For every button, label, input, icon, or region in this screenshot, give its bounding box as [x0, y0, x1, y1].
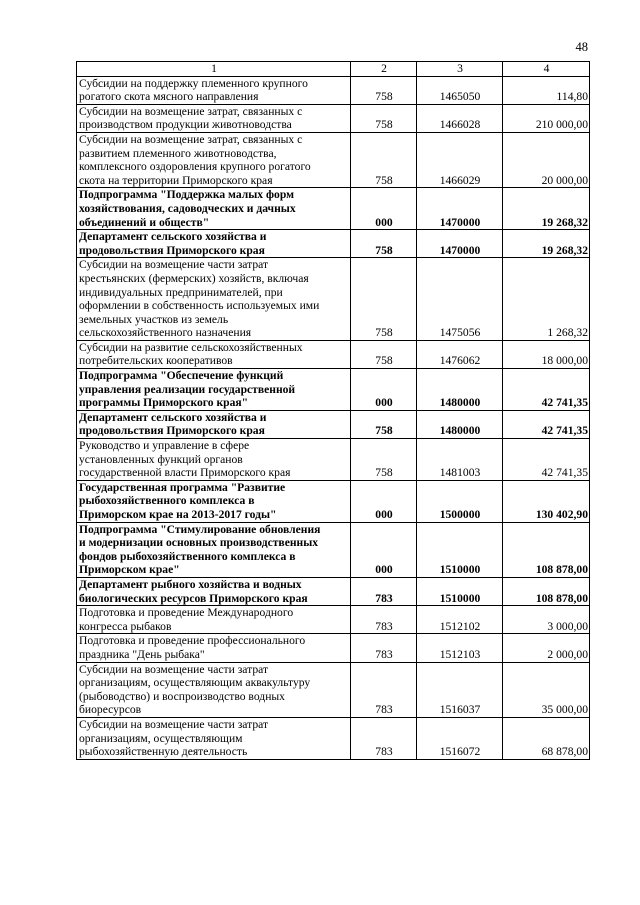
header-col-3: 3 [417, 62, 503, 77]
table-row [77, 188, 590, 230]
header-col-4: 4 [503, 62, 590, 77]
row-target-cell: 1480000 [417, 369, 503, 411]
row-name-cell: Субсидии на возмещение затрат, связанных с развитием племенного животноводства, комплексного оздоровления крупного рогатого скота на территории Приморского края [77, 132, 351, 187]
row-amount-cell: 42 741,35 [503, 369, 590, 411]
row-name-cell: Субсидии на возмещение затрат, связанных с производством продукции животноводства [77, 104, 351, 132]
row-name-cell: Департамент сельского хозяйства и продовольствия Приморского края [77, 410, 351, 438]
table-header-row [77, 62, 590, 77]
row-code-cell: 758 [351, 340, 417, 368]
row-amount-cell: 114,80 [503, 76, 590, 104]
row-code-cell: 758 [351, 258, 417, 341]
row-target-cell: 1476062 [417, 340, 503, 368]
row-code-cell: 758 [351, 439, 417, 481]
table-row [77, 76, 590, 104]
row-amount-cell: 68 878,00 [503, 717, 590, 759]
row-name-cell: Подпрограмма "Обеспечение функций управления реализации государственной программы Приморского края" [77, 369, 351, 411]
row-code-cell: 758 [351, 104, 417, 132]
row-target-cell: 1475056 [417, 258, 503, 341]
row-code-cell: 000 [351, 369, 417, 411]
row-amount-cell: 108 878,00 [503, 577, 590, 605]
row-amount-cell: 2 000,00 [503, 634, 590, 662]
row-name-cell: Субсидии на возмещение части затрат крестьянских (фермерских) хозяйств, включая индивидуальных предпринимателей, при оформлении в собственность используемых ими земельных участков из земель сельскохозяйственного назначения [77, 258, 351, 341]
table-row [77, 634, 590, 662]
row-code-cell: 000 [351, 188, 417, 230]
row-name-cell: Субсидии на развитие сельскохозяйственных потребительских кооперативов [77, 340, 351, 368]
row-amount-cell: 35 000,00 [503, 662, 590, 717]
row-target-cell: 1481003 [417, 439, 503, 481]
row-amount-cell: 18 000,00 [503, 340, 590, 368]
budget-table [76, 61, 590, 760]
row-amount-cell: 108 878,00 [503, 522, 590, 577]
table-row [77, 132, 590, 187]
row-name-cell: Подготовка и проведение Международного конгресса рыбаков [77, 606, 351, 634]
row-target-cell: 1465050 [417, 76, 503, 104]
row-code-cell: 758 [351, 132, 417, 187]
row-name-cell: Государственная программа "Развитие рыбохозяйственного комплекса в Приморском крае на 2013-2017 годы" [77, 480, 351, 522]
row-name-cell: Подготовка и проведение профессионального праздника "День рыбака" [77, 634, 351, 662]
row-code-cell: 783 [351, 634, 417, 662]
table-row [77, 104, 590, 132]
table-row [77, 230, 590, 258]
row-amount-cell: 20 000,00 [503, 132, 590, 187]
table-row [77, 577, 590, 605]
row-name-cell: Департамент рыбного хозяйства и водных биологических ресурсов Приморского края [77, 577, 351, 605]
page-number: 48 [575, 40, 588, 54]
header-col-2: 2 [351, 62, 417, 77]
row-target-cell: 1466028 [417, 104, 503, 132]
row-code-cell: 783 [351, 717, 417, 759]
row-target-cell: 1480000 [417, 410, 503, 438]
row-target-cell: 1510000 [417, 522, 503, 577]
table-row [77, 369, 590, 411]
row-amount-cell: 19 268,32 [503, 188, 590, 230]
row-target-cell: 1500000 [417, 480, 503, 522]
row-code-cell: 758 [351, 410, 417, 438]
table-row [77, 480, 590, 522]
table-row [77, 717, 590, 759]
row-code-cell: 000 [351, 522, 417, 577]
row-code-cell: 758 [351, 230, 417, 258]
table-row [77, 258, 590, 341]
row-target-cell: 1516072 [417, 717, 503, 759]
row-target-cell: 1512102 [417, 606, 503, 634]
row-name-cell: Руководство и управление в сфере установленных функций органов государственной власти Приморского края [77, 439, 351, 481]
row-code-cell: 000 [351, 480, 417, 522]
table-row [77, 606, 590, 634]
row-target-cell: 1516037 [417, 662, 503, 717]
row-name-cell: Департамент сельского хозяйства и продовольствия Приморского края [77, 230, 351, 258]
row-code-cell: 783 [351, 662, 417, 717]
row-target-cell: 1470000 [417, 188, 503, 230]
table-row [77, 340, 590, 368]
row-amount-cell: 1 268,32 [503, 258, 590, 341]
row-target-cell: 1470000 [417, 230, 503, 258]
row-target-cell: 1466029 [417, 132, 503, 187]
row-code-cell: 783 [351, 577, 417, 605]
row-name-cell: Подпрограмма "Стимулирование обновления и модернизации основных производственных фондов рыбохозяйственного комплекса в Приморском крае" [77, 522, 351, 577]
table-row [77, 410, 590, 438]
table-row [77, 662, 590, 717]
row-amount-cell: 3 000,00 [503, 606, 590, 634]
row-amount-cell: 210 000,00 [503, 104, 590, 132]
row-name-cell: Субсидии на возмещение части затрат организациям, осуществляющим рыбохозяйственную деятельность [77, 717, 351, 759]
row-amount-cell: 42 741,35 [503, 410, 590, 438]
table-row [77, 522, 590, 577]
row-amount-cell: 130 402,90 [503, 480, 590, 522]
row-target-cell: 1510000 [417, 577, 503, 605]
row-code-cell: 758 [351, 76, 417, 104]
row-name-cell: Субсидии на поддержку племенного крупного рогатого скота мясного направления [77, 76, 351, 104]
row-amount-cell: 19 268,32 [503, 230, 590, 258]
row-target-cell: 1512103 [417, 634, 503, 662]
row-code-cell: 783 [351, 606, 417, 634]
row-amount-cell: 42 741,35 [503, 439, 590, 481]
row-name-cell: Подпрограмма "Поддержка малых форм хозяйствования, садоводческих и дачных объединений и обществ" [77, 188, 351, 230]
header-col-1: 1 [77, 62, 351, 77]
row-name-cell: Субсидии на возмещение части затрат организациям, осуществляющим аквакультуру (рыбоводство) и воспроизводство водных биоресурсов [77, 662, 351, 717]
table-row [77, 439, 590, 481]
